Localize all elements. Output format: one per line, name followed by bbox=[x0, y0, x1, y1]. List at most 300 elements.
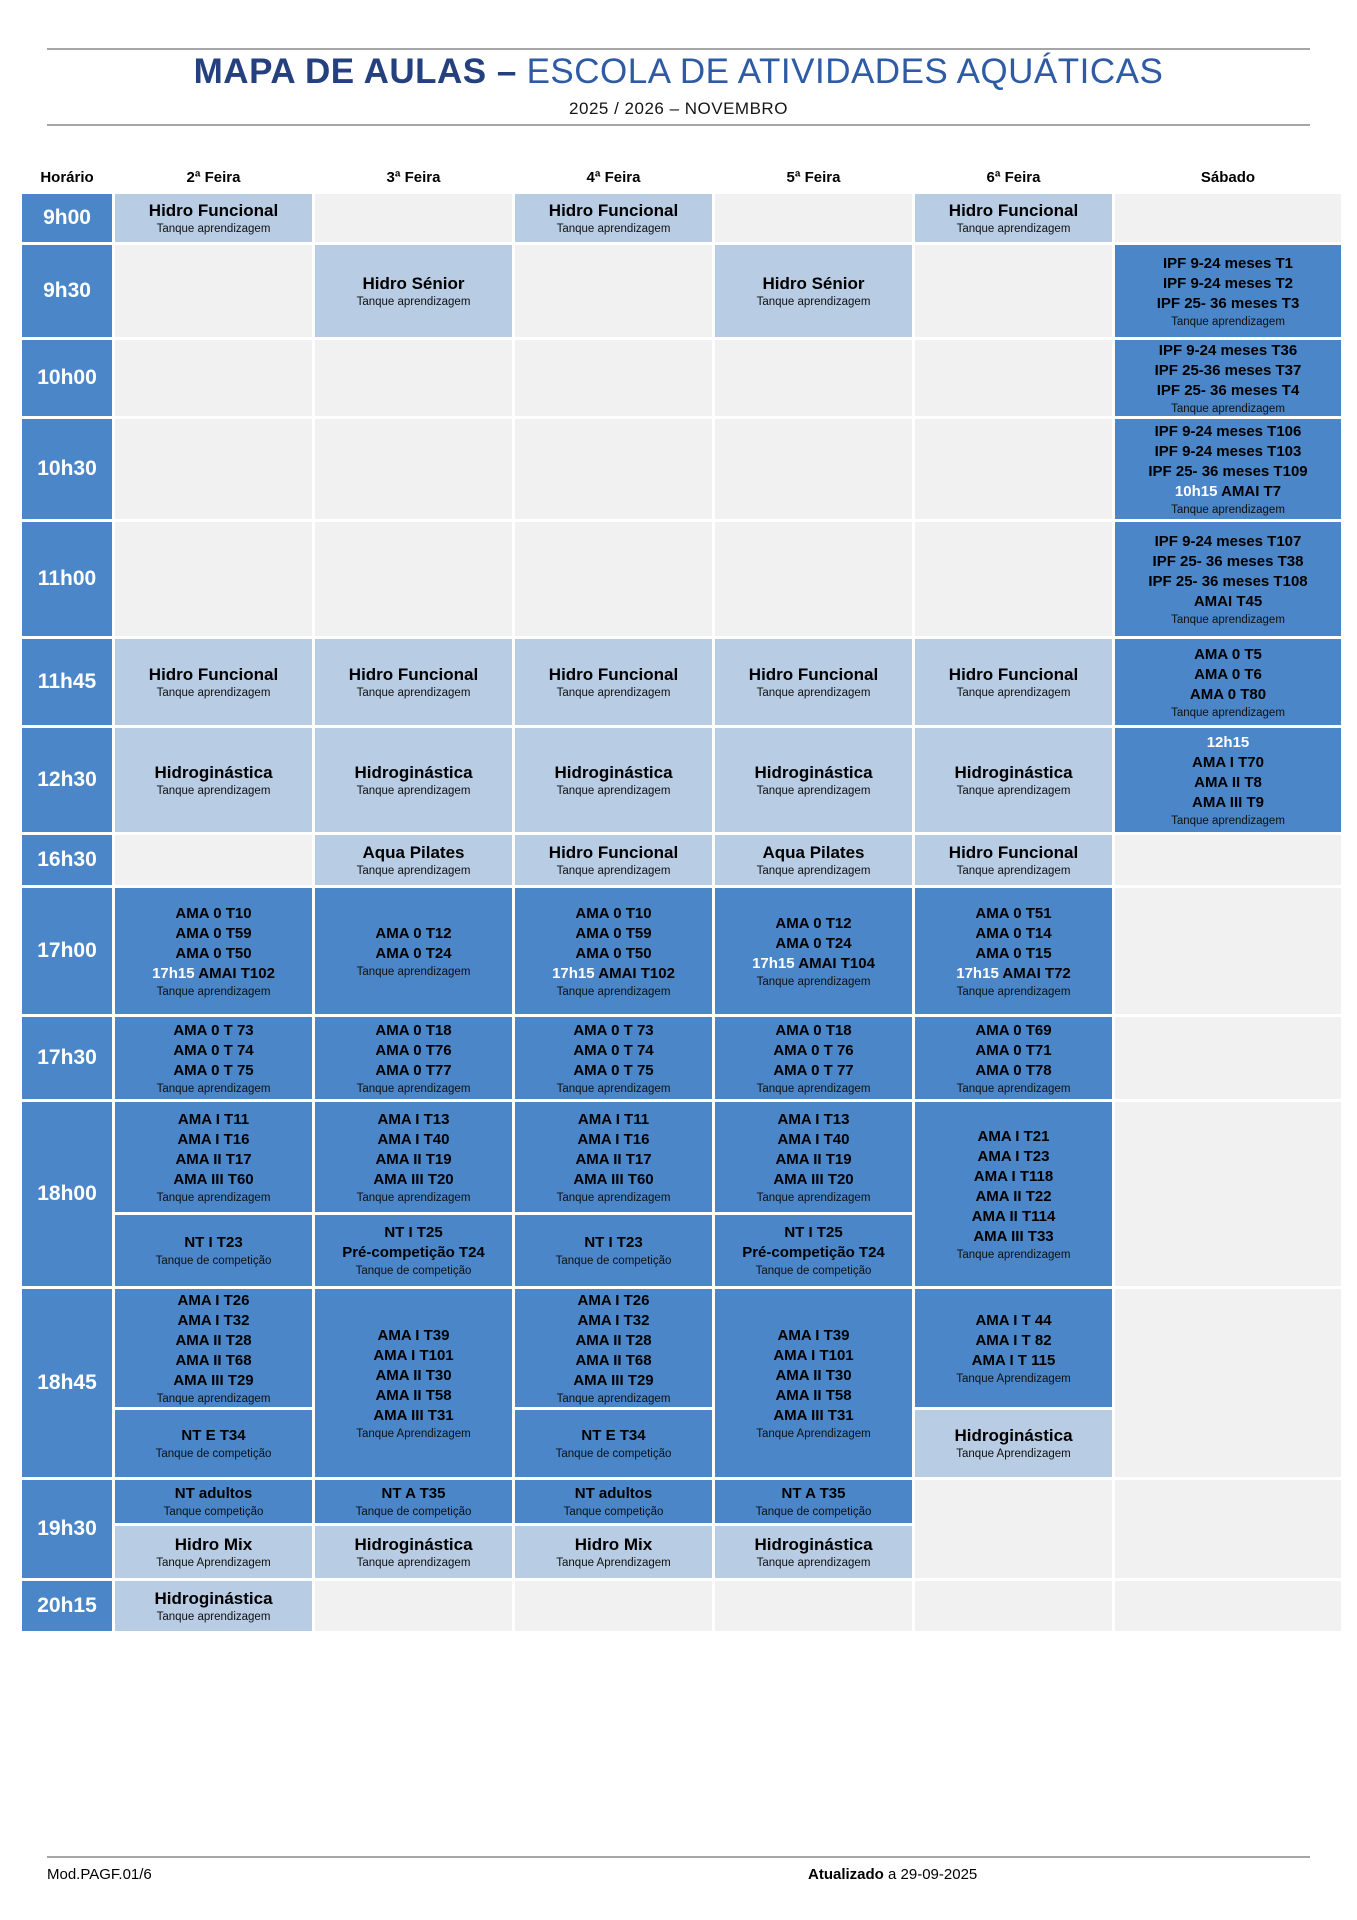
schedule-grid bbox=[22, 163, 1341, 1631]
split-cell-18h45-6a-feira bbox=[915, 1289, 1112, 1477]
class-line: NT A T35 bbox=[381, 1485, 446, 1502]
column-header-4a-feira: 4ª Feira bbox=[586, 168, 641, 186]
class-line: AMA II T19 bbox=[775, 1150, 852, 1168]
pool-label: Tanque aprendizagem bbox=[756, 864, 871, 877]
class-cell-11h45-3a-feira bbox=[315, 639, 512, 725]
class-line: 17h15 AMAI T102 bbox=[552, 964, 675, 982]
class-line: AMA III T20 bbox=[773, 1170, 854, 1188]
empty-cell-16h30-sabado bbox=[1115, 835, 1341, 885]
class-cell-16h30-4a-feira bbox=[515, 835, 712, 885]
class-cell-17h00-2a-feira bbox=[115, 888, 312, 1014]
class-line: AMA III T60 bbox=[173, 1170, 254, 1188]
pool-label: Tanque de competição bbox=[355, 1265, 472, 1277]
split-cell-18h45-2a-feira bbox=[115, 1289, 312, 1477]
class-title: Hidro Funcional bbox=[148, 200, 279, 220]
class-title: Hidro Sénior bbox=[362, 273, 465, 293]
class-line: AMA 0 T 76 bbox=[773, 1041, 854, 1059]
class-cell-18h00-5a-feira-part2 bbox=[715, 1215, 912, 1286]
class-line: AMAI T45 bbox=[1193, 592, 1263, 610]
class-line: AMA 0 T24 bbox=[375, 944, 452, 962]
class-line: NT E T34 bbox=[581, 1427, 646, 1444]
pool-label: Tanque aprendizagem bbox=[956, 222, 1071, 235]
class-title: Hidro Funcional bbox=[148, 664, 279, 684]
schedule-row-10h30 bbox=[22, 419, 1341, 519]
empty-cell-10h30-6a-feira bbox=[915, 419, 1112, 519]
pool-label: Tanque aprendizagem bbox=[1171, 814, 1285, 827]
class-cell-19h30-2a-feira-part2 bbox=[115, 1526, 312, 1578]
class-line: AMA II T58 bbox=[775, 1386, 852, 1404]
pool-label: Tanque competição bbox=[163, 1506, 264, 1518]
pool-label: Tanque aprendizagem bbox=[956, 1082, 1071, 1095]
class-title: Hidroginástica bbox=[154, 1588, 273, 1608]
class-line: AMA II T19 bbox=[375, 1150, 452, 1168]
class-line: 17h15 AMAI T72 bbox=[956, 964, 1071, 982]
class-cell-12h30-4a-feira bbox=[515, 728, 712, 832]
class-line: IPF 9-24 meses T106 bbox=[1154, 422, 1302, 440]
class-line: AMA 0 T10 bbox=[175, 904, 252, 922]
class-cell-17h30-3a-feira bbox=[315, 1017, 512, 1099]
class-line: AMA 0 T59 bbox=[175, 924, 252, 942]
split-cell-18h00-3a-feira bbox=[315, 1102, 512, 1286]
inline-time-label: 17h15 bbox=[752, 954, 795, 972]
time-label-9h00: 9h00 bbox=[22, 194, 112, 242]
class-cell-12h30-6a-feira bbox=[915, 728, 1112, 832]
class-cell-9h00-6a-feira bbox=[915, 194, 1112, 242]
class-line: Pré-competição T24 bbox=[342, 1244, 485, 1261]
class-line: AMA 0 T12 bbox=[775, 914, 852, 932]
schedule-row-19h30 bbox=[22, 1480, 1341, 1578]
footer-updated-date: a 29-09-2025 bbox=[883, 1866, 978, 1883]
class-cell-16h30-6a-feira bbox=[915, 835, 1112, 885]
class-cell-17h00-5a-feira bbox=[715, 888, 912, 1014]
class-cell-10h00-sabado bbox=[1115, 340, 1341, 416]
class-line: AMA II T28 bbox=[175, 1331, 252, 1349]
divider-footer bbox=[47, 1856, 1310, 1858]
inline-time-label: 17h15 bbox=[956, 964, 999, 982]
class-cell-9h30-5a-feira bbox=[715, 245, 912, 337]
class-line: NT adultos bbox=[574, 1485, 653, 1502]
class-cell-19h30-4a-feira-part2 bbox=[515, 1526, 712, 1578]
class-line: IPF 9-24 meses T107 bbox=[1154, 532, 1302, 550]
pool-label: Tanque aprendizagem bbox=[556, 1392, 671, 1405]
class-line: AMA 0 T 75 bbox=[573, 1061, 654, 1079]
class-line: AMA II T17 bbox=[575, 1150, 652, 1168]
class-title: Aqua Pilates bbox=[362, 842, 465, 862]
class-title: Hidro Funcional bbox=[948, 200, 1079, 220]
empty-cell-11h00-5a-feira bbox=[715, 522, 912, 636]
class-line: AMA III T31 bbox=[773, 1406, 854, 1424]
pool-label: Tanque Aprendizagem bbox=[956, 1448, 1071, 1460]
class-line: AMA II T30 bbox=[775, 1366, 852, 1384]
class-line: IPF 9-24 meses T1 bbox=[1162, 254, 1294, 272]
class-line: AMA I T101 bbox=[373, 1346, 454, 1364]
class-title: Hidro Funcional bbox=[548, 664, 679, 684]
split-cell-19h30-2a-feira bbox=[115, 1480, 312, 1578]
class-cell-18h00-5a-feira-part1 bbox=[715, 1102, 912, 1212]
class-cell-19h30-4a-feira-part1 bbox=[515, 1480, 712, 1523]
pool-label: Tanque competição bbox=[563, 1506, 664, 1518]
class-line: AMA II T8 bbox=[1194, 773, 1262, 791]
pool-label: Tanque aprendizagem bbox=[956, 985, 1071, 998]
class-line: AMA III T29 bbox=[173, 1371, 254, 1389]
class-title: Hidro Funcional bbox=[748, 664, 879, 684]
empty-cell-9h00-3a-feira bbox=[315, 194, 512, 242]
class-line: 10h15 AMAI T7 bbox=[1174, 482, 1282, 500]
split-cell-19h30-5a-feira bbox=[715, 1480, 912, 1578]
class-line: AMA 0 T24 bbox=[775, 934, 852, 952]
time-label-10h30: 10h30 bbox=[22, 419, 112, 519]
pool-label: Tanque aprendizagem bbox=[1171, 315, 1285, 328]
class-cell-10h30-sabado bbox=[1115, 419, 1341, 519]
time-label-17h30: 17h30 bbox=[22, 1017, 112, 1099]
schedule-row-11h45 bbox=[22, 639, 1341, 725]
class-cell-12h30-3a-feira bbox=[315, 728, 512, 832]
class-line: IPF 25- 36 meses T108 bbox=[1148, 572, 1308, 590]
class-line: AMA I T21 bbox=[977, 1127, 1050, 1145]
class-title: Hidroginástica bbox=[754, 762, 873, 782]
class-line: AMA I T40 bbox=[777, 1130, 850, 1148]
pool-label: Tanque aprendizagem bbox=[756, 1191, 871, 1204]
class-line: IPF 9-24 meses T2 bbox=[1162, 274, 1294, 292]
time-label-12h30: 12h30 bbox=[22, 728, 112, 832]
pool-label: Tanque aprendizagem bbox=[556, 686, 671, 699]
column-header-row bbox=[22, 163, 1341, 191]
empty-cell-9h30-2a-feira bbox=[115, 245, 312, 337]
page-title bbox=[0, 52, 1357, 92]
empty-cell-9h30-6a-feira bbox=[915, 245, 1112, 337]
pool-label: Tanque de competição bbox=[155, 1255, 272, 1267]
pool-label: Tanque aprendizagem bbox=[156, 985, 271, 998]
class-line: NT A T35 bbox=[781, 1485, 846, 1502]
pool-label: Tanque aprendizagem bbox=[156, 686, 271, 699]
pool-label: Tanque aprendizagem bbox=[756, 1556, 871, 1569]
divider-top bbox=[47, 48, 1310, 50]
empty-cell-9h30-4a-feira bbox=[515, 245, 712, 337]
column-header-3a-feira: 3ª Feira bbox=[386, 168, 441, 186]
class-line: AMA II T68 bbox=[175, 1351, 252, 1369]
class-title: Hidro Sénior bbox=[762, 273, 865, 293]
class-cell-18h45-2a-feira-part2 bbox=[115, 1410, 312, 1477]
inline-time-label: 17h15 bbox=[152, 964, 195, 982]
class-line: AMA I T118 bbox=[973, 1167, 1054, 1185]
class-line: AMA I T26 bbox=[177, 1291, 250, 1309]
class-title: Hidroginástica bbox=[554, 762, 673, 782]
inline-time-label: 10h15 bbox=[1174, 482, 1218, 500]
class-line: NT I T25 bbox=[384, 1224, 443, 1241]
time-label-10h00: 10h00 bbox=[22, 340, 112, 416]
class-cell-18h45-5a-feira bbox=[715, 1289, 912, 1477]
class-line: AMA I T101 bbox=[773, 1346, 854, 1364]
empty-cell-20h15-3a-feira bbox=[315, 1581, 512, 1631]
class-title: Hidro Mix bbox=[574, 1534, 653, 1554]
class-title: Aqua Pilates bbox=[762, 842, 865, 862]
split-cell-19h30-3a-feira bbox=[315, 1480, 512, 1578]
class-title: Hidroginástica bbox=[354, 762, 473, 782]
class-cell-18h00-4a-feira-part2 bbox=[515, 1215, 712, 1286]
empty-cell-18h00-sabado bbox=[1115, 1102, 1341, 1286]
schedule-row-17h30 bbox=[22, 1017, 1341, 1099]
class-line: NT adultos bbox=[174, 1485, 253, 1502]
class-cell-11h45-sabado bbox=[1115, 639, 1341, 725]
class-cell-18h00-4a-feira-part1 bbox=[515, 1102, 712, 1212]
pool-label: Tanque aprendizagem bbox=[1171, 706, 1285, 719]
class-line: IPF 25- 36 meses T4 bbox=[1156, 381, 1300, 399]
class-cell-11h45-4a-feira bbox=[515, 639, 712, 725]
class-cell-17h30-6a-feira bbox=[915, 1017, 1112, 1099]
page-title-bold: MAPA DE AULAS – bbox=[193, 52, 517, 91]
class-cell-18h00-3a-feira-part1 bbox=[315, 1102, 512, 1212]
pool-label: Tanque aprendizagem bbox=[956, 784, 1071, 797]
class-line: AMA 0 T59 bbox=[575, 924, 652, 942]
schedule-row-17h00 bbox=[22, 888, 1341, 1014]
empty-cell-10h00-2a-feira bbox=[115, 340, 312, 416]
schedule-row-20h15 bbox=[22, 1581, 1341, 1631]
time-label-18h45: 18h45 bbox=[22, 1289, 112, 1477]
class-line: AMA II T114 bbox=[971, 1207, 1056, 1225]
class-line: AMA 0 T10 bbox=[575, 904, 652, 922]
class-line: AMA I T11 bbox=[177, 1110, 250, 1128]
class-line: AMA 0 T50 bbox=[575, 944, 652, 962]
class-line: AMA 0 T6 bbox=[1194, 665, 1262, 683]
empty-cell-11h00-6a-feira bbox=[915, 522, 1112, 636]
empty-cell-10h30-5a-feira bbox=[715, 419, 912, 519]
empty-cell-16h30-2a-feira bbox=[115, 835, 312, 885]
column-header-2a-feira: 2ª Feira bbox=[186, 168, 241, 186]
pool-label: Tanque aprendizagem bbox=[156, 1392, 271, 1405]
class-line: NT I T23 bbox=[184, 1234, 243, 1251]
class-line: AMA I T70 bbox=[1192, 753, 1264, 771]
class-line: AMA 0 T 73 bbox=[173, 1021, 254, 1039]
page-title-rest: ESCOLA DE ATIVIDADES AQUÁTICAS bbox=[526, 52, 1164, 91]
empty-cell-20h15-sabado bbox=[1115, 1581, 1341, 1631]
empty-cell-20h15-4a-feira bbox=[515, 1581, 712, 1631]
class-cell-9h30-3a-feira bbox=[315, 245, 512, 337]
class-title: Hidroginástica bbox=[354, 1534, 473, 1554]
class-line: AMA 0 T 74 bbox=[173, 1041, 254, 1059]
class-line: AMA I T32 bbox=[577, 1311, 650, 1329]
class-line: AMA 0 T69 bbox=[975, 1021, 1052, 1039]
pool-label: Tanque de competição bbox=[755, 1506, 872, 1518]
schedule-row-18h00 bbox=[22, 1102, 1341, 1286]
class-cell-18h45-4a-feira-part1 bbox=[515, 1289, 712, 1407]
class-cell-18h00-3a-feira-part2 bbox=[315, 1215, 512, 1286]
pool-label: Tanque aprendizagem bbox=[756, 784, 871, 797]
class-cell-20h15-2a-feira bbox=[115, 1581, 312, 1631]
empty-cell-10h30-4a-feira bbox=[515, 419, 712, 519]
class-cell-9h30-sabado bbox=[1115, 245, 1341, 337]
class-line: AMA 0 T12 bbox=[375, 924, 452, 942]
empty-cell-11h00-4a-feira bbox=[515, 522, 712, 636]
class-cell-12h30-5a-feira bbox=[715, 728, 912, 832]
pool-label: Tanque aprendizagem bbox=[156, 1082, 271, 1095]
class-line: AMA 0 T78 bbox=[975, 1061, 1052, 1079]
pool-label: Tanque de competição bbox=[355, 1506, 472, 1518]
class-line: AMA I T 82 bbox=[975, 1331, 1052, 1349]
class-line: IPF 9-24 meses T36 bbox=[1158, 341, 1298, 359]
divider-header bbox=[47, 124, 1310, 126]
class-line: Pré-competição T24 bbox=[742, 1244, 885, 1261]
schedule-row-9h30 bbox=[22, 245, 1341, 337]
class-line: AMA I T 44 bbox=[975, 1311, 1052, 1329]
class-cell-17h30-2a-feira bbox=[115, 1017, 312, 1099]
split-cell-19h30-4a-feira bbox=[515, 1480, 712, 1578]
column-header-sabado: Sábado bbox=[1200, 168, 1256, 186]
pool-label: Tanque aprendizagem bbox=[156, 1191, 271, 1204]
pool-label: Tanque aprendizagem bbox=[1171, 402, 1285, 415]
pool-label: Tanque aprendizagem bbox=[756, 1082, 871, 1095]
time-label-20h15: 20h15 bbox=[22, 1581, 112, 1631]
class-line: AMA III T9 bbox=[1192, 793, 1264, 811]
class-cell-19h30-2a-feira-part1 bbox=[115, 1480, 312, 1523]
pool-label: Tanque Aprendizagem bbox=[756, 1427, 871, 1440]
pool-label: Tanque aprendizagem bbox=[556, 1191, 671, 1204]
empty-cell-10h00-4a-feira bbox=[515, 340, 712, 416]
schedule-row-16h30 bbox=[22, 835, 1341, 885]
time-label-17h00: 17h00 bbox=[22, 888, 112, 1014]
pool-label: Tanque de competição bbox=[555, 1448, 672, 1460]
class-cell-9h00-2a-feira bbox=[115, 194, 312, 242]
class-line: AMA II T22 bbox=[975, 1187, 1052, 1205]
class-line: AMA I T26 bbox=[577, 1291, 650, 1309]
pool-label: Tanque aprendizagem bbox=[756, 975, 871, 988]
empty-cell-11h00-2a-feira bbox=[115, 522, 312, 636]
pool-label: Tanque aprendizagem bbox=[556, 222, 671, 235]
inline-time-label: 12h15 bbox=[1206, 733, 1250, 751]
class-cell-17h30-4a-feira bbox=[515, 1017, 712, 1099]
pool-label: Tanque Aprendizagem bbox=[956, 1372, 1071, 1385]
class-line: IPF 25- 36 meses T3 bbox=[1156, 294, 1300, 312]
class-title: Hidroginástica bbox=[754, 1534, 873, 1554]
footer-updated bbox=[808, 1866, 977, 1883]
class-line: AMA I T23 bbox=[977, 1147, 1050, 1165]
class-line: AMA III T60 bbox=[573, 1170, 654, 1188]
class-line: AMA I T16 bbox=[577, 1130, 650, 1148]
pool-label: Tanque aprendizagem bbox=[756, 686, 871, 699]
class-line: AMA 0 T71 bbox=[975, 1041, 1052, 1059]
class-line: AMA I T13 bbox=[377, 1110, 450, 1128]
pool-label: Tanque aprendizagem bbox=[956, 686, 1071, 699]
class-cell-17h00-4a-feira bbox=[515, 888, 712, 1014]
class-line: AMA 0 T80 bbox=[1189, 685, 1267, 703]
class-cell-16h30-5a-feira bbox=[715, 835, 912, 885]
class-cell-16h30-3a-feira bbox=[315, 835, 512, 885]
split-cell-18h45-4a-feira bbox=[515, 1289, 712, 1477]
pool-label: Tanque aprendizagem bbox=[956, 1248, 1071, 1261]
column-header-6a-feira: 6ª Feira bbox=[986, 168, 1041, 186]
pool-label: Tanque aprendizagem bbox=[556, 784, 671, 797]
empty-cell-19h30-6a-feira bbox=[915, 1480, 1112, 1578]
empty-cell-10h00-6a-feira bbox=[915, 340, 1112, 416]
schedule-row-9h00 bbox=[22, 194, 1341, 242]
class-title: Hidroginástica bbox=[154, 762, 273, 782]
pool-label: Tanque aprendizagem bbox=[356, 1191, 471, 1204]
pool-label: Tanque aprendizagem bbox=[156, 784, 271, 797]
class-cell-18h00-2a-feira-part2 bbox=[115, 1215, 312, 1286]
empty-cell-18h45-sabado bbox=[1115, 1289, 1341, 1477]
pool-label: Tanque de competição bbox=[755, 1265, 872, 1277]
class-line: IPF 25- 36 meses T38 bbox=[1152, 552, 1304, 570]
pool-label: Tanque Aprendizagem bbox=[156, 1556, 271, 1569]
class-cell-18h45-4a-feira-part2 bbox=[515, 1410, 712, 1477]
time-label-9h30: 9h30 bbox=[22, 245, 112, 337]
class-line: AMA 0 T 74 bbox=[573, 1041, 654, 1059]
class-line: 17h15 AMAI T104 bbox=[752, 954, 875, 972]
empty-cell-19h30-sabado bbox=[1115, 1480, 1341, 1578]
class-cell-11h45-6a-feira bbox=[915, 639, 1112, 725]
empty-cell-10h30-2a-feira bbox=[115, 419, 312, 519]
class-line: AMA I T13 bbox=[777, 1110, 850, 1128]
class-title: Hidroginástica bbox=[954, 1426, 1073, 1445]
empty-cell-20h15-5a-feira bbox=[715, 1581, 912, 1631]
empty-cell-10h30-3a-feira bbox=[315, 419, 512, 519]
pool-label: Tanque aprendizagem bbox=[1171, 503, 1285, 516]
class-line: AMA II T68 bbox=[575, 1351, 652, 1369]
class-line: 17h15 AMAI T102 bbox=[152, 964, 275, 982]
footer-doc-code: Mod.PAGF.01/6 bbox=[47, 1866, 152, 1883]
class-cell-18h00-6a-feira bbox=[915, 1102, 1112, 1286]
empty-cell-17h00-sabado bbox=[1115, 888, 1341, 1014]
time-label-11h45: 11h45 bbox=[22, 639, 112, 725]
class-line: AMA III T33 bbox=[973, 1227, 1054, 1245]
empty-cell-9h00-5a-feira bbox=[715, 194, 912, 242]
pool-label: Tanque aprendizagem bbox=[1171, 613, 1285, 626]
pool-label: Tanque aprendizagem bbox=[356, 784, 471, 797]
pool-label: Tanque aprendizagem bbox=[756, 295, 871, 308]
class-line: AMA 0 T15 bbox=[975, 944, 1052, 962]
class-cell-19h30-3a-feira-part1 bbox=[315, 1480, 512, 1523]
inline-time-label: 17h15 bbox=[552, 964, 595, 982]
class-line: AMA 0 T5 bbox=[1194, 645, 1262, 663]
class-cell-18h45-6a-feira-part2 bbox=[915, 1410, 1112, 1477]
pool-label: Tanque aprendizagem bbox=[956, 864, 1071, 877]
class-cell-11h45-2a-feira bbox=[115, 639, 312, 725]
class-line: NT I T23 bbox=[584, 1234, 643, 1251]
schedule-row-12h30 bbox=[22, 728, 1341, 832]
class-cell-12h30-2a-feira bbox=[115, 728, 312, 832]
class-line: IPF 9-24 meses T103 bbox=[1154, 442, 1302, 460]
class-line: AMA I T16 bbox=[177, 1130, 250, 1148]
class-line: IPF 25- 36 meses T109 bbox=[1148, 462, 1308, 480]
class-title: Hidro Funcional bbox=[548, 842, 679, 862]
class-cell-18h45-6a-feira-part1 bbox=[915, 1289, 1112, 1407]
empty-cell-9h00-sabado bbox=[1115, 194, 1341, 242]
class-line: AMA 0 T14 bbox=[975, 924, 1052, 942]
class-cell-17h30-5a-feira bbox=[715, 1017, 912, 1099]
class-title: Hidro Mix bbox=[174, 1534, 253, 1554]
split-cell-18h00-2a-feira bbox=[115, 1102, 312, 1286]
class-line: AMA I T40 bbox=[377, 1130, 450, 1148]
page-subtitle: 2025 / 2026 – NOVEMBRO bbox=[569, 99, 788, 118]
class-line: NT E T34 bbox=[181, 1427, 246, 1444]
pool-label: Tanque aprendizagem bbox=[356, 295, 471, 308]
pool-label: Tanque aprendizagem bbox=[356, 965, 471, 978]
time-label-11h00: 11h00 bbox=[22, 522, 112, 636]
empty-cell-20h15-6a-feira bbox=[915, 1581, 1112, 1631]
class-line: AMA 0 T18 bbox=[375, 1021, 452, 1039]
class-cell-19h30-5a-feira-part1 bbox=[715, 1480, 912, 1523]
class-line: AMA 0 T18 bbox=[775, 1021, 852, 1039]
class-line: AMA II T58 bbox=[375, 1386, 452, 1404]
class-cell-12h30-sabado bbox=[1115, 728, 1341, 832]
class-line: AMA 0 T76 bbox=[375, 1041, 452, 1059]
class-title: Hidro Funcional bbox=[948, 664, 1079, 684]
class-title: Hidroginástica bbox=[954, 762, 1073, 782]
time-label-18h00: 18h00 bbox=[22, 1102, 112, 1286]
pool-label: Tanque aprendizagem bbox=[156, 222, 271, 235]
class-line: AMA 0 T77 bbox=[375, 1061, 452, 1079]
class-line: AMA I T39 bbox=[377, 1326, 450, 1344]
pool-label: Tanque aprendizagem bbox=[356, 1556, 471, 1569]
